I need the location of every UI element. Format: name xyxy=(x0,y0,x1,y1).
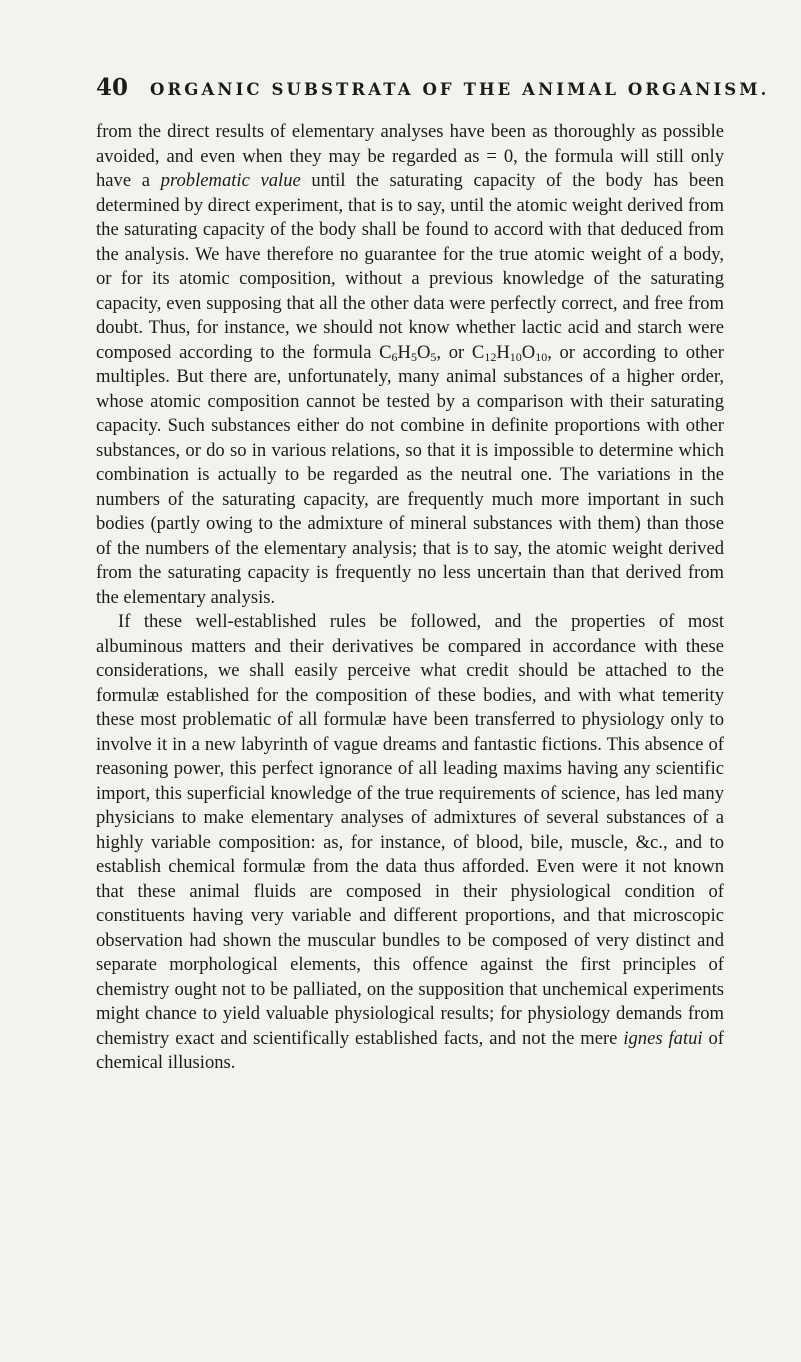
page-number: 40 xyxy=(96,74,129,101)
paragraph-1 xyxy=(96,120,724,610)
text-run: If these well-established rules be followed, and the properties of most albuminous matters and their derivatives be compared in accordance with these considerations, we shall easily perceive what credit should be attached to the formulæ established for the composition of these bodies, and with what temerity these most problematic of all formulæ have been transferred to physiology only to involve it in a new labyrinth of vague dreams and fantastic fictions. This absence of reasoning power, this perfect ignorance of all leading maxims having any scientific import, this superficial knowledge of the true requirements of science, has led many physicians to make elementary analyses of admixtures of several substances of a highly variable composition: as, for instance, of blood, bile, muscle, &c., and to establish chemical formulæ from the data thus afforded. Even were it not known that these animal fluids are composed in their physiological condition of constituents having very variable and different proportions, and that microscopic observation had shown the muscular bundles to be composed of very distinct and separate morphological elements, this offence against the first principles of chemistry ought not to be palliated, on the supposition that unchemical experiments might chance to yield valuable physiological results; for physiology demands from chemistry exact and scientifically established facts, and not the mere xyxy=(96,611,724,1049)
formula-starch: $C_{12}H_{10}O_{10}$ xyxy=(471,341,548,364)
text-run: , or xyxy=(436,341,472,363)
text-run: until the saturating capacity of the body has been determined by direct experiment, that is to say, until the atomic weight derived from the saturating capacity of the body shall be found to accord with that deduced from the analysis. We have therefore no guarantee for the true atomic weight of a body, or for its atomic composition, without a previous knowledge of the saturating capacity, even supposing that all the other data were perfectly correct, and free from doubt. Thus, for instance, we should not know whether lactic acid and starch were composed according to the formula xyxy=(96,170,724,363)
body-text xyxy=(96,120,724,1076)
formula-lactic-acid: $C_6H_5O_5$ xyxy=(379,341,437,364)
emphasis-problematic-value: problematic value xyxy=(160,170,301,191)
emphasis-ignes-fatui: ignes fatui xyxy=(623,1027,703,1049)
running-title: ORGANIC SUBSTRATA OF THE ANIMAL ORGANISM. xyxy=(150,80,770,99)
page-header xyxy=(96,74,770,101)
text-run: from the direct results of elementary analyses have been as thoroughly as possible avoided, and even when they may be regarded as = 0, the formula will still only have a xyxy=(96,121,724,191)
text-run: of chemical illusions. xyxy=(96,1027,724,1073)
paragraph-2 xyxy=(96,610,724,1076)
text-run: , or according to other multiples. But there are, unfortunately, many animal substances of a higher order, whose atomic composition cannot be tested by a comparison with their saturating capacity. Such substances either do not combine in definite proportions with other substances, or do so in various relations, so that it is impossible to determine which combination is actually to be regarded as the neutral one. The variations in the numbers of the saturating capacity, are frequently much more important in such bodies (partly owing to the admixture of mineral substances with them) than those of the numbers of the elementary analysis; that is to say, the atomic weight derived from the saturating capacity is frequently no less uncertain than that derived from the elementary analysis. xyxy=(96,341,725,608)
